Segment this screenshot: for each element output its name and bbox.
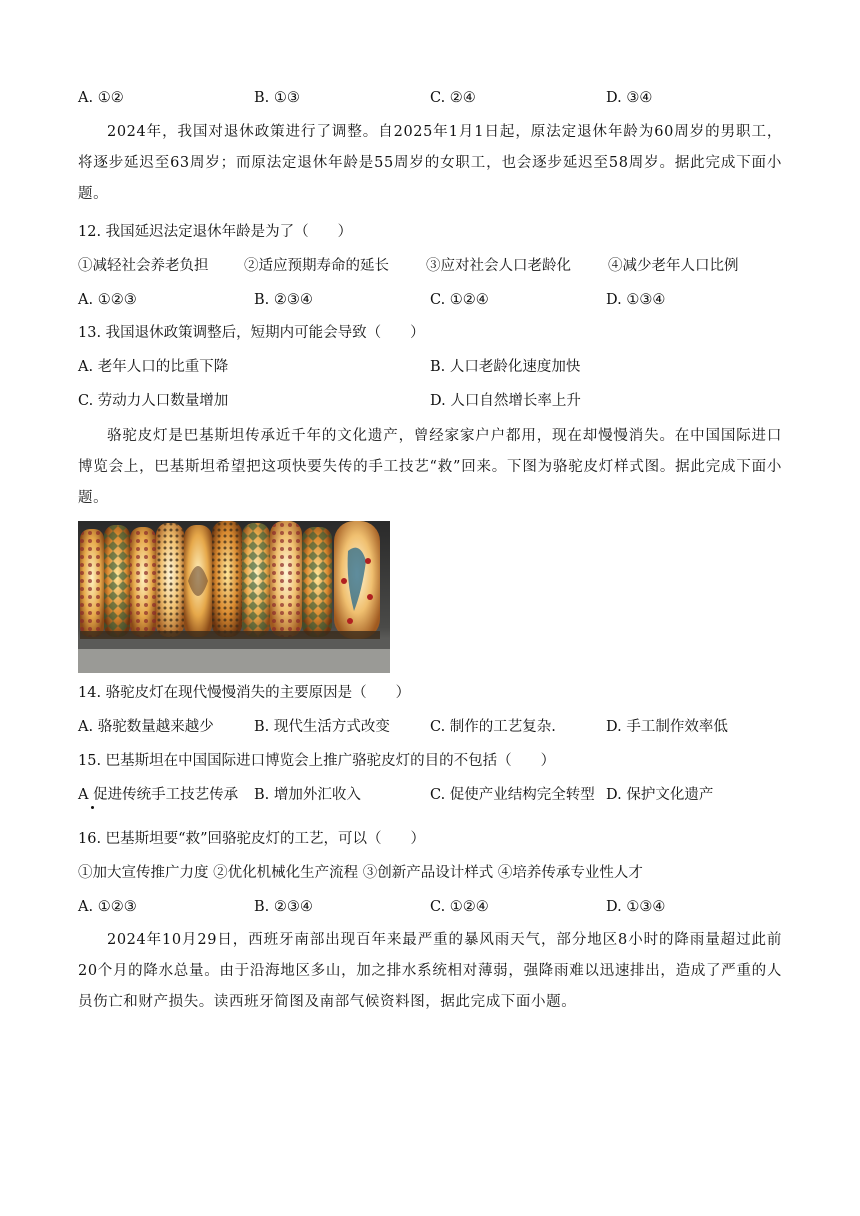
q12-option-d[interactable]: D. ①③④ [606,292,666,308]
q11-option-a[interactable]: A. ①② [78,90,124,106]
passage-camel-lamp: 骆驼皮灯是巴基斯坦传承近千年的文化遗产，曾经家家户户都用，现在却慢慢消失。在中国国际进口博览会上，巴基斯坦希望把这项快要失传的手工技艺“救”回来。下图为骆驼皮灯样式图。据此完成下面小题。 [78,428,782,506]
q13-option-d[interactable]: D. 人口自然增长率上升 [430,393,581,409]
q12-option-a[interactable]: A. ①②③ [78,292,137,308]
q12-item-3: ③应对社会人口老龄化 [426,258,571,274]
q14-option-c[interactable]: C. 制作的工艺复杂. [430,719,556,735]
q12-option-b[interactable]: B. ②③④ [254,292,313,308]
q16-option-b[interactable]: B. ②③④ [254,899,313,915]
q16-option-c[interactable]: C. ①②④ [430,899,489,915]
passage-spain-storm: 2024年10月29日，西班牙南部出现百年来最严重的暴风雨天气，部分地区8小时的降雨量超过此前20个月的降水总量。由于沿海地区多山，加之排水系统相对薄弱，强降雨难以迅速排出，造成了严重的人员伤亡和财产损失。读西班牙简图及南部气候资料图，据此完成下面小题。 [78,932,782,1010]
q11-option-d[interactable]: D. ③④ [606,90,653,106]
camel-skin-lamp-photo [78,521,390,673]
q14-option-b[interactable]: B. 现代生活方式改变 [254,719,390,735]
q14-stem: 14. 骆驼皮灯在现代慢慢消失的主要原因是（ ） [78,685,411,701]
q12-item-1: ①减轻社会养老负担 [78,258,209,274]
q16-option-a[interactable]: A. ①②③ [78,899,137,915]
q12-stem: 12. 我国延迟法定退休年龄是为了（ ） [78,224,353,240]
q12-item-2: ②适应预期寿命的延长 [244,258,389,274]
q16-stem: 16. 巴基斯坦要“救”回骆驼皮灯的工艺，可以（ ） [78,831,425,847]
q15-stem: 15. 巴基斯坦在中国国际进口博览会上推广骆驼皮灯的目的不包括（ ） [78,753,556,769]
q15-option-d[interactable]: D. 保护文化遗产 [606,787,714,803]
q12-item-4: ④减少老年人口比例 [608,258,739,274]
q13-option-a[interactable]: A. 老年人口的比重下降 [78,359,229,375]
q13-stem: 13. 我国退休政策调整后，短期内可能会导致（ ） [78,325,425,341]
q13-option-b[interactable]: B. 人口老龄化速度加快 [430,359,581,375]
q12-option-c[interactable]: C. ①②④ [430,292,489,308]
q15-option-b[interactable]: B. 增加外汇收入 [254,787,361,803]
q14-option-a[interactable]: A. 骆驼数量越来越少 [78,719,214,735]
q13-option-c[interactable]: C. 劳动力人口数量增加 [78,393,229,409]
q11-option-b[interactable]: B. ①③ [254,90,300,106]
q15-option-a[interactable]: A 促进传统手工技艺传承 [78,787,239,803]
q14-option-d[interactable]: D. 手工制作效率低 [606,719,728,735]
passage-retirement: 2024年，我国对退休政策进行了调整。自2025年1月1日起，原法定退休年龄为60周岁的男职工，将逐步延迟至63周岁；而原法定退休年龄是55周岁的女职工，也会逐步延迟至58周岁。据此完成下面小题。 [78,124,782,202]
q16-items: ①加大宣传推广力度 ②优化机械化生产流程 ③创新产品设计样式 ④培养传承专业性人才 [78,865,643,881]
emphasis-dot [91,806,94,809]
q11-option-c[interactable]: C. ②④ [430,90,476,106]
q15-option-c[interactable]: C. 促使产业结构完全转型 [430,787,595,803]
q16-option-d[interactable]: D. ①③④ [606,899,666,915]
